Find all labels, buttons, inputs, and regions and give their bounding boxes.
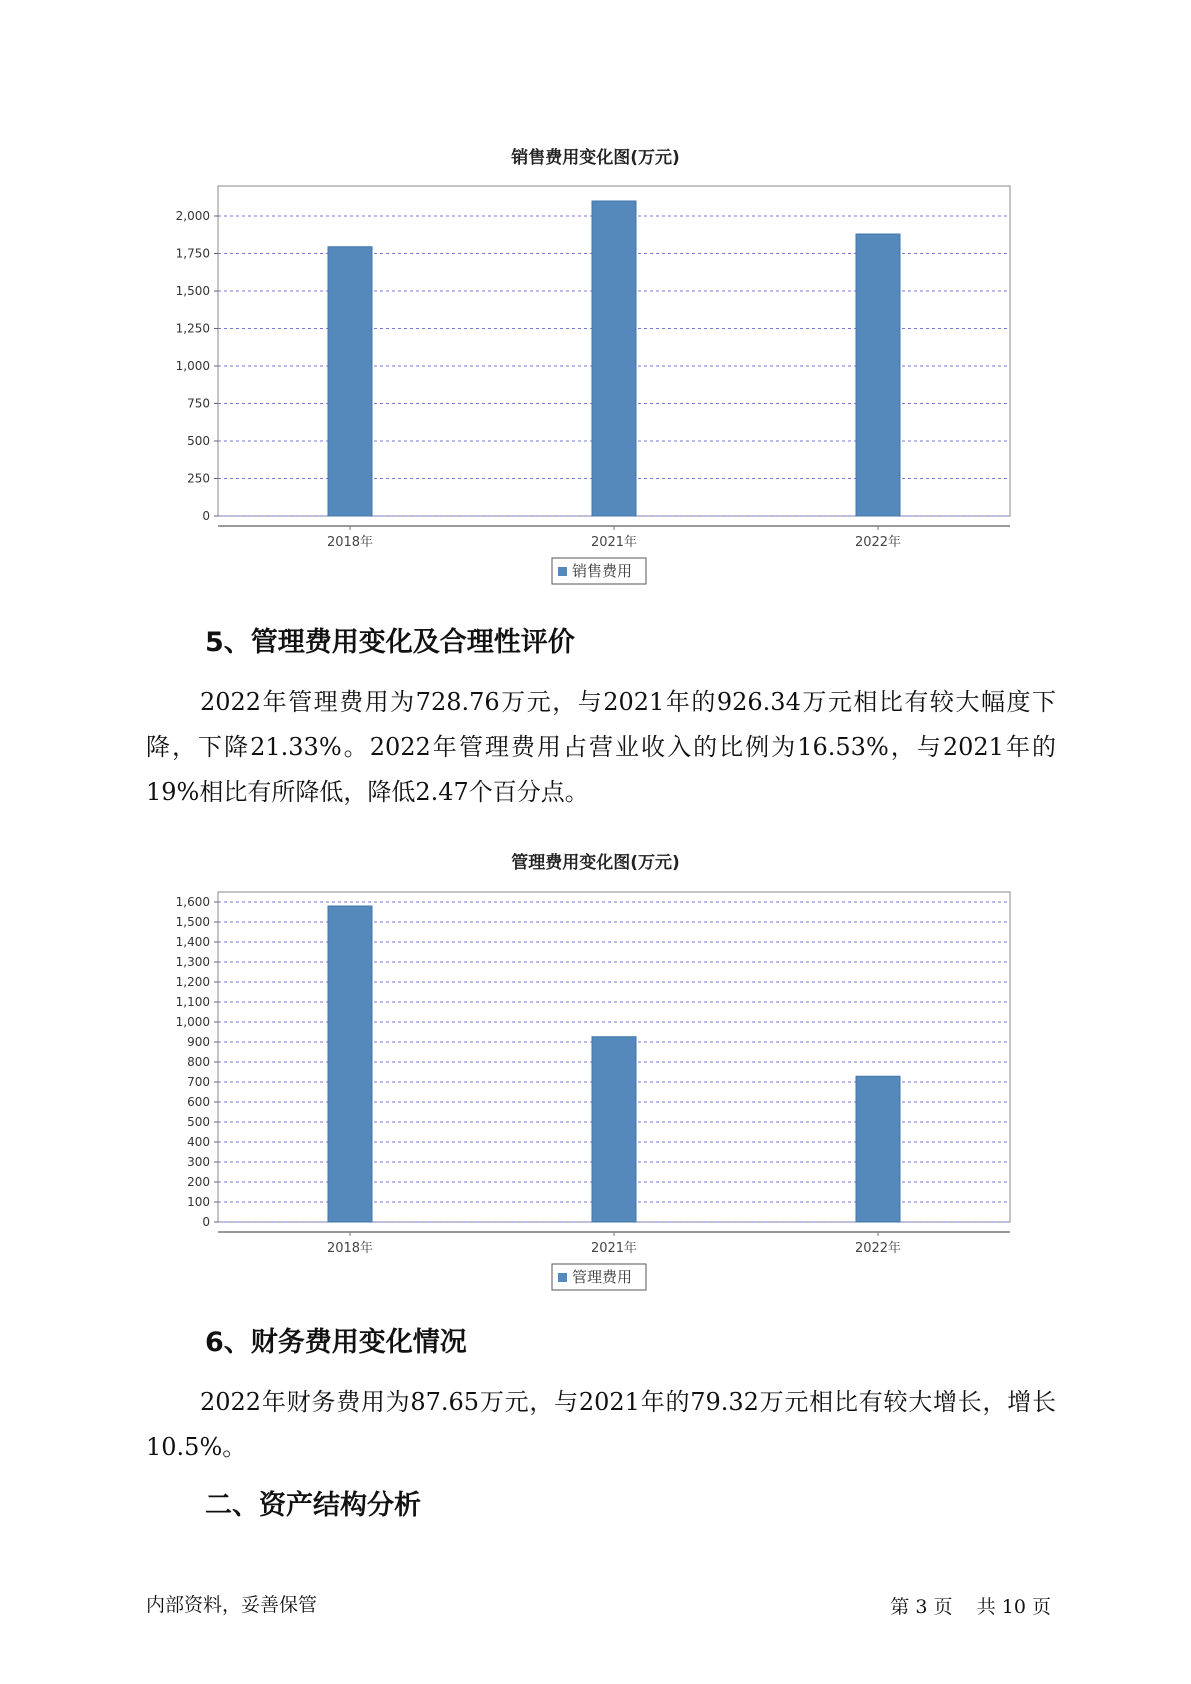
total-pages: 10 xyxy=(1001,1596,1026,1618)
y-tick-label: 1,000 xyxy=(175,1015,210,1029)
admin-expense-chart xyxy=(0,866,1191,1326)
y-tick-label: 1,600 xyxy=(175,895,210,909)
page-number: 3 xyxy=(915,1596,928,1618)
y-tick-label: 0 xyxy=(202,1215,210,1229)
y-tick-label: 200 xyxy=(187,1175,210,1189)
sales-expense-chart xyxy=(0,160,1191,620)
section-6-paragraph: 2022年财务费用为87.65万元，与2021年的79.32万元相比有较大增长，增长10.5%。 xyxy=(146,1388,1056,1461)
bar xyxy=(856,234,900,516)
y-tick-label: 1,250 xyxy=(175,321,210,336)
y-tick-label: 1,750 xyxy=(175,246,210,261)
sales-chart-title: 销售费用变化图(万元) xyxy=(511,148,680,168)
section-5-heading: 5、管理费用变化及合理性评价 xyxy=(205,627,575,658)
y-tick-label: 300 xyxy=(187,1155,210,1169)
y-tick-label: 500 xyxy=(187,1115,210,1129)
bar xyxy=(592,1037,636,1222)
y-tick-label: 1,300 xyxy=(175,955,210,969)
footer-confidential-note: 内部资料，妥善保管 xyxy=(146,1594,318,1616)
x-tick-label: 2022年 xyxy=(854,535,902,550)
y-tick-label: 400 xyxy=(187,1135,210,1149)
y-tick-label: 1,500 xyxy=(175,915,210,929)
y-tick-label: 900 xyxy=(187,1035,210,1049)
y-tick-label: 1,000 xyxy=(175,359,210,373)
y-tick-label: 1,100 xyxy=(175,995,210,1009)
part-2-heading: 二、资产结构分析 xyxy=(205,1490,421,1521)
y-tick-label: 600 xyxy=(187,1095,210,1109)
bar xyxy=(328,247,372,516)
total-label-a: 共 xyxy=(976,1596,996,1618)
y-tick-label: 1,200 xyxy=(175,975,210,989)
x-tick-label: 2021年 xyxy=(590,1241,638,1256)
y-tick-label: 0 xyxy=(202,509,210,523)
legend-swatch xyxy=(558,567,567,576)
legend-swatch xyxy=(558,1273,567,1282)
y-tick-label: 500 xyxy=(187,434,210,448)
x-tick-label: 2021年 xyxy=(590,535,638,550)
x-tick-label: 2022年 xyxy=(854,1241,902,1256)
y-tick-label: 1,500 xyxy=(175,284,210,298)
bar xyxy=(856,1076,900,1222)
y-tick-label: 2,000 xyxy=(175,209,210,223)
admin-chart-title: 管理费用变化图(万元) xyxy=(511,853,680,873)
x-tick-label: 2018年 xyxy=(326,535,374,550)
y-tick-label: 1,400 xyxy=(175,935,210,949)
footer-page-number xyxy=(890,1592,1051,1619)
y-tick-label: 800 xyxy=(187,1055,210,1069)
y-tick-label: 700 xyxy=(187,1075,210,1089)
section-6-heading: 6、财务费用变化情况 xyxy=(205,1327,467,1358)
legend-label: 管理费用 xyxy=(572,1268,633,1286)
y-tick-label: 100 xyxy=(187,1195,210,1209)
total-label-b: 页 xyxy=(1031,1596,1051,1618)
section-5-paragraph: 2022年管理费用为728.76万元，与2021年的926.34万元相比有较大幅度下降，下降21.33%。2022年管理费用占营业收入的比例为16.53%，与2021年的19%相比有所降低，降低2.47个百分点。 xyxy=(146,688,1056,806)
page-label-a: 第 xyxy=(890,1596,910,1618)
legend-label: 销售费用 xyxy=(572,562,633,580)
bar xyxy=(328,906,372,1222)
y-tick-label: 750 xyxy=(187,396,210,411)
x-tick-label: 2018年 xyxy=(326,1241,374,1256)
page-label-b: 页 xyxy=(933,1596,953,1618)
y-tick-label: 250 xyxy=(187,471,210,486)
bar xyxy=(592,201,636,516)
